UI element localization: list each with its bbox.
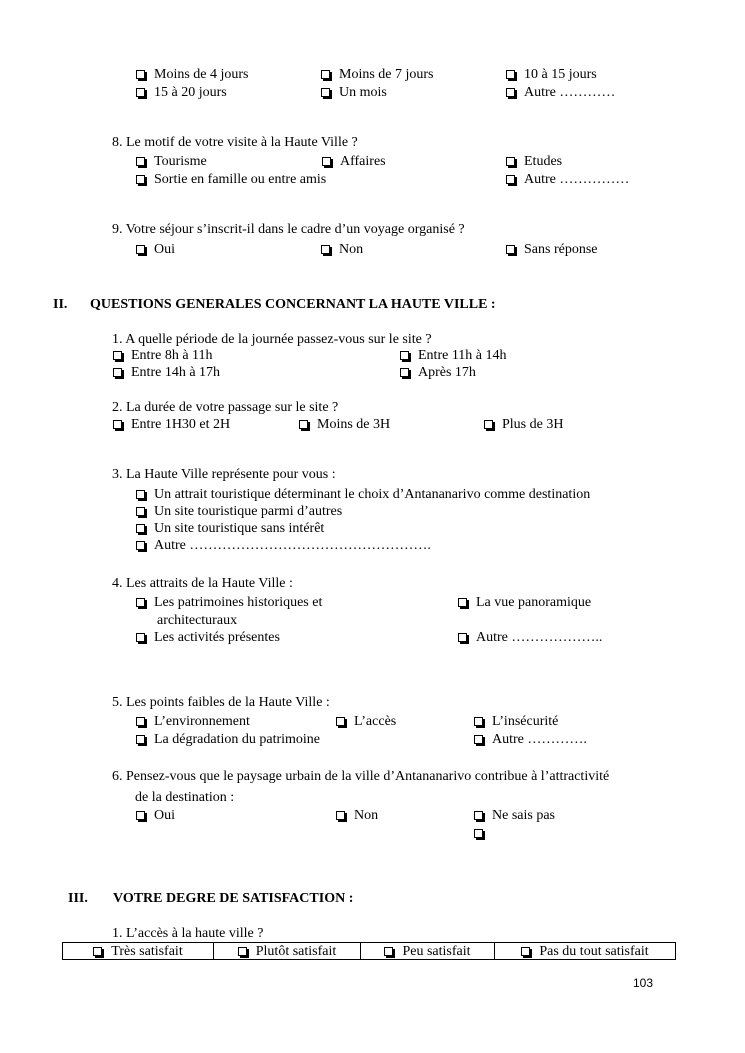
page-number: 103 [633,976,654,990]
section-number: III. [68,891,88,906]
checkbox-icon[interactable] [136,811,145,820]
checkbox-icon[interactable] [384,947,393,956]
checkbox-option[interactable]: Autre …………… [506,172,629,188]
checkbox-icon[interactable] [336,811,345,820]
checkbox-icon[interactable] [136,490,145,499]
checkbox-icon[interactable] [238,947,247,956]
checkbox-icon[interactable] [506,245,515,254]
question-label: 2. La durée de votre passage sur le site ? [112,400,339,415]
checkbox-icon[interactable] [474,829,483,838]
checkbox-option[interactable]: Sans réponse [506,242,598,258]
table-cell[interactable]: Peu satisfait [361,943,495,960]
checkbox-option[interactable]: Entre 8h à 11h [113,348,213,364]
checkbox-icon[interactable] [336,717,345,726]
checkbox-icon[interactable] [136,88,145,97]
checkbox-option[interactable]: Entre 1H30 et 2H [113,417,230,433]
checkbox-option[interactable]: Oui [136,808,175,824]
checkbox-icon[interactable] [136,524,145,533]
section-title: VOTRE DEGRE DE SATISFACTION : [113,891,354,906]
checkbox-option[interactable]: L’accès [336,714,396,730]
checkbox-option[interactable]: Après 17h [400,365,476,381]
checkbox-icon[interactable] [458,633,467,642]
checkbox-option[interactable]: Non [321,242,363,258]
checkbox-option[interactable]: Un site touristique parmi d’autres [136,504,342,520]
checkbox-icon[interactable] [93,947,102,956]
checkbox-icon[interactable] [136,541,145,550]
question-label: 4. Les attraits de la Haute Ville : [112,576,293,591]
checkbox-option[interactable]: Autre …………. [474,732,587,748]
checkbox-icon[interactable] [506,88,515,97]
checkbox-option[interactable]: Moins de 4 jours [136,67,249,83]
checkbox-icon[interactable] [458,598,467,607]
question-label: 1. L’accès à la haute ville ? [112,926,264,941]
section-title: QUESTIONS GENERALES CONCERNANT LA HAUTE VILLE : [90,297,496,312]
question-label: 3. La Haute Ville représente pour vous : [112,467,336,482]
checkbox-option[interactable]: Un site touristique sans intérêt [136,521,324,537]
table-cell[interactable]: Plutôt satisfait [214,943,361,960]
satisfaction-table [62,942,676,960]
checkbox-option[interactable]: Autre ……………….. [458,630,602,646]
checkbox-icon[interactable] [136,175,145,184]
question-label: 5. Les points faibles de la Haute Ville : [112,695,330,710]
checkbox-icon[interactable] [400,368,409,377]
question-label-continuation: de la destination : [135,790,235,805]
checkbox-option[interactable]: Ne sais pas [474,808,555,824]
checkbox-icon[interactable] [136,735,145,744]
checkbox-icon[interactable] [506,70,515,79]
checkbox-option[interactable]: La dégradation du patrimoine [136,732,320,748]
checkbox-option[interactable]: Entre 14h à 17h [113,365,220,381]
checkbox-option[interactable]: La vue panoramique [458,595,591,611]
checkbox-option[interactable]: L’environnement [136,714,250,730]
checkbox-option[interactable]: Les patrimoines historiques et [136,595,322,611]
checkbox-icon[interactable] [474,811,483,820]
checkbox-option[interactable]: Moins de 7 jours [321,67,434,83]
checkbox-option[interactable]: 15 à 20 jours [136,85,227,101]
checkbox-icon[interactable] [506,157,515,166]
checkbox-option[interactable]: Autre ……………………………………………. [136,538,431,554]
checkbox-option[interactable]: Moins de 3H [299,417,390,433]
checkbox-option[interactable]: Un mois [321,85,387,101]
checkbox-option[interactable]: Non [336,808,378,824]
section-number: II. [53,297,68,312]
checkbox-icon[interactable] [321,88,330,97]
checkbox-icon[interactable] [113,368,122,377]
table-cell[interactable]: Pas du tout satisfait [495,943,676,960]
checkbox-icon[interactable] [484,420,493,429]
checkbox-icon[interactable] [136,245,145,254]
checkbox-option[interactable]: L’insécurité [474,714,558,730]
checkbox-icon[interactable] [321,70,330,79]
checkbox-option[interactable]: Etudes [506,154,562,170]
table-row [63,943,676,960]
question-label: 8. Le motif de votre visite à la Haute Ville ? [112,135,358,150]
checkbox-icon[interactable] [521,947,530,956]
question-label: 9. Votre séjour s’inscrit-il dans le cadre d’un voyage organisé ? [112,222,465,237]
table-cell[interactable]: Très satisfait [63,943,214,960]
checkbox-icon[interactable] [299,420,308,429]
checkbox-icon[interactable] [113,351,122,360]
checkbox-icon[interactable] [322,157,331,166]
checkbox-option[interactable]: Plus de 3H [484,417,563,433]
option-continuation: architecturaux [157,613,238,628]
checkbox-option[interactable]: Sortie en famille ou entre amis [136,172,326,188]
checkbox-option[interactable]: Un attrait touristique déterminant le choix d’Antananarivo comme destination [136,487,590,503]
checkbox-icon[interactable] [113,420,122,429]
question-label: 1. A quelle période de la journée passez-vous sur le site ? [112,332,432,347]
checkbox-icon[interactable] [136,598,145,607]
checkbox-icon[interactable] [136,157,145,166]
checkbox-icon[interactable] [474,735,483,744]
checkbox-icon[interactable] [136,507,145,516]
checkbox-option[interactable]: Tourisme [136,154,207,170]
checkbox-icon[interactable] [136,717,145,726]
checkbox-option[interactable]: Oui [136,242,175,258]
checkbox-icon[interactable] [136,633,145,642]
checkbox-icon[interactable] [321,245,330,254]
checkbox-icon[interactable] [400,351,409,360]
checkbox-option[interactable]: Autre ………… [506,85,615,101]
checkbox-icon[interactable] [136,70,145,79]
checkbox-icon[interactable] [474,717,483,726]
checkbox-icon[interactable] [506,175,515,184]
checkbox-option-empty[interactable] [474,826,492,842]
checkbox-option[interactable]: Entre 11h à 14h [400,348,507,364]
checkbox-option[interactable]: Affaires [322,154,386,170]
checkbox-option[interactable]: Les activités présentes [136,630,280,646]
checkbox-option[interactable]: 10 à 15 jours [506,67,597,83]
question-label: 6. Pensez-vous que le paysage urbain de la ville d’Antananarivo contribue à l’attractivité [112,769,610,784]
